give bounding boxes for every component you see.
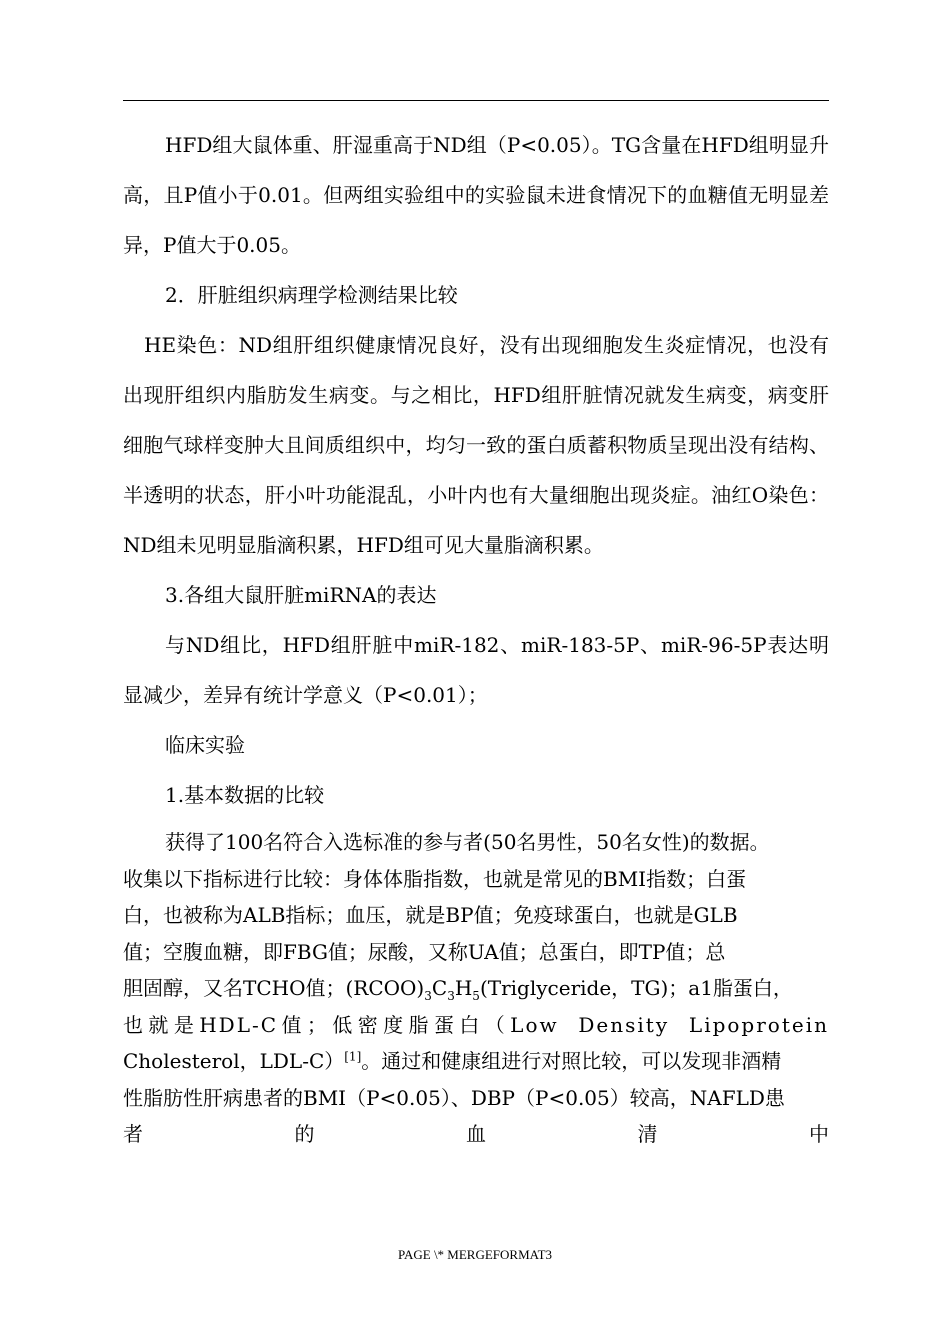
spaced-char: 的 [294, 1122, 315, 1146]
formula-text: H [454, 976, 473, 1000]
spaced-char: 血 [466, 1122, 486, 1146]
citation-ref: [1] [344, 1049, 362, 1064]
citation-text: 。通过和健康组进行对照比较，可以发现非酒精 [361, 1049, 782, 1073]
clinical-line-citation [123, 1043, 829, 1080]
clinical-last-line [123, 1116, 829, 1153]
clinical-line: 白，也被称为ALB指标；血压，就是BP值；免疫球蛋白，也就是GLB [123, 903, 738, 927]
paragraph-mirna-results: 与ND组比，HFD组肝脏中miR-182、miR-183-5P、miR-96-5P表达明显减少，差异有统计学意义（P<0.01）； [123, 633, 829, 707]
formula-text: C [431, 976, 448, 1000]
formula-text: 胆固醇，又名TCHO值；(RCOO) [123, 976, 425, 1000]
citation-text: Cholesterol，LDL-C） [123, 1049, 345, 1073]
spaced-char: 清 [637, 1122, 658, 1146]
subscript: 5 [472, 989, 480, 1003]
clinical-line: 值；空腹血糖，即FBG值；尿酸，又称UA值；总蛋白，即TP值；总 [123, 939, 726, 964]
spaced-char: 者 [123, 1122, 143, 1146]
subscript: 3 [447, 989, 455, 1003]
paragraph-hfd-results: HFD组大鼠体重、肝湿重高于ND组（P<0.05）。TG含量在HFD组明显升高，且P值小于0.01。但两组实验组中的实验鼠未进食情况下的血糖值无明显差异，P值大于0.05。 [123, 133, 829, 257]
clinical-line-formula [123, 970, 829, 1007]
formula-text: (Triglyceride，TG)；a1脂蛋白， [479, 976, 793, 1000]
clinical-line: 获得了100名符合入选标准的参与者(50名男性，50名女性)的数据。 [165, 830, 770, 854]
heading-clinical-experiment: 临床实验 [165, 733, 245, 757]
document-body [123, 120, 829, 1153]
clinical-line: 收集以下指标进行比较：身体体脂指数，也就是常见的BMI指数；白蛋 [123, 866, 747, 891]
page-footer: PAGE \* MERGEFORMAT3 [397, 1247, 553, 1262]
heading-mirna-expression: 3.各组大鼠肝脏miRNA的表达 [165, 583, 437, 607]
clinical-paragraph [123, 824, 829, 1153]
clinical-line: 也就是HDL-C值；低密度脂蛋白（Low Density Lipoprotein [123, 1012, 829, 1037]
spaced-char: 中 [809, 1122, 829, 1146]
heading-liver-pathology: 2．肝脏组织病理学检测结果比较 [165, 283, 458, 307]
paragraph-he-staining: HE染色：ND组肝组织健康情况良好，没有出现细胞发生炎症情况，也没有出现肝组织内脂肪发生病变。与之相比，HFD组肝脏情况就发生病变，病变肝细胞气球样变肿大且间质组织中，均匀一致的蛋白质蓄积物质呈现出没有结构、半透明的状态，肝小叶功能混乱，小叶内也有大量细胞出现炎症。油红O染色：ND组未见明显脂滴积累，HFD组可见大量脂滴积累。 [123, 333, 829, 557]
header-rule [123, 100, 829, 101]
subscript: 3 [424, 989, 432, 1003]
clinical-line: 性脂肪性肝病患者的BMI（P<0.05）、DBP（P<0.05）较高，NAFLD患 [123, 1085, 785, 1110]
heading-basic-data: 1.基本数据的比较 [165, 783, 325, 807]
